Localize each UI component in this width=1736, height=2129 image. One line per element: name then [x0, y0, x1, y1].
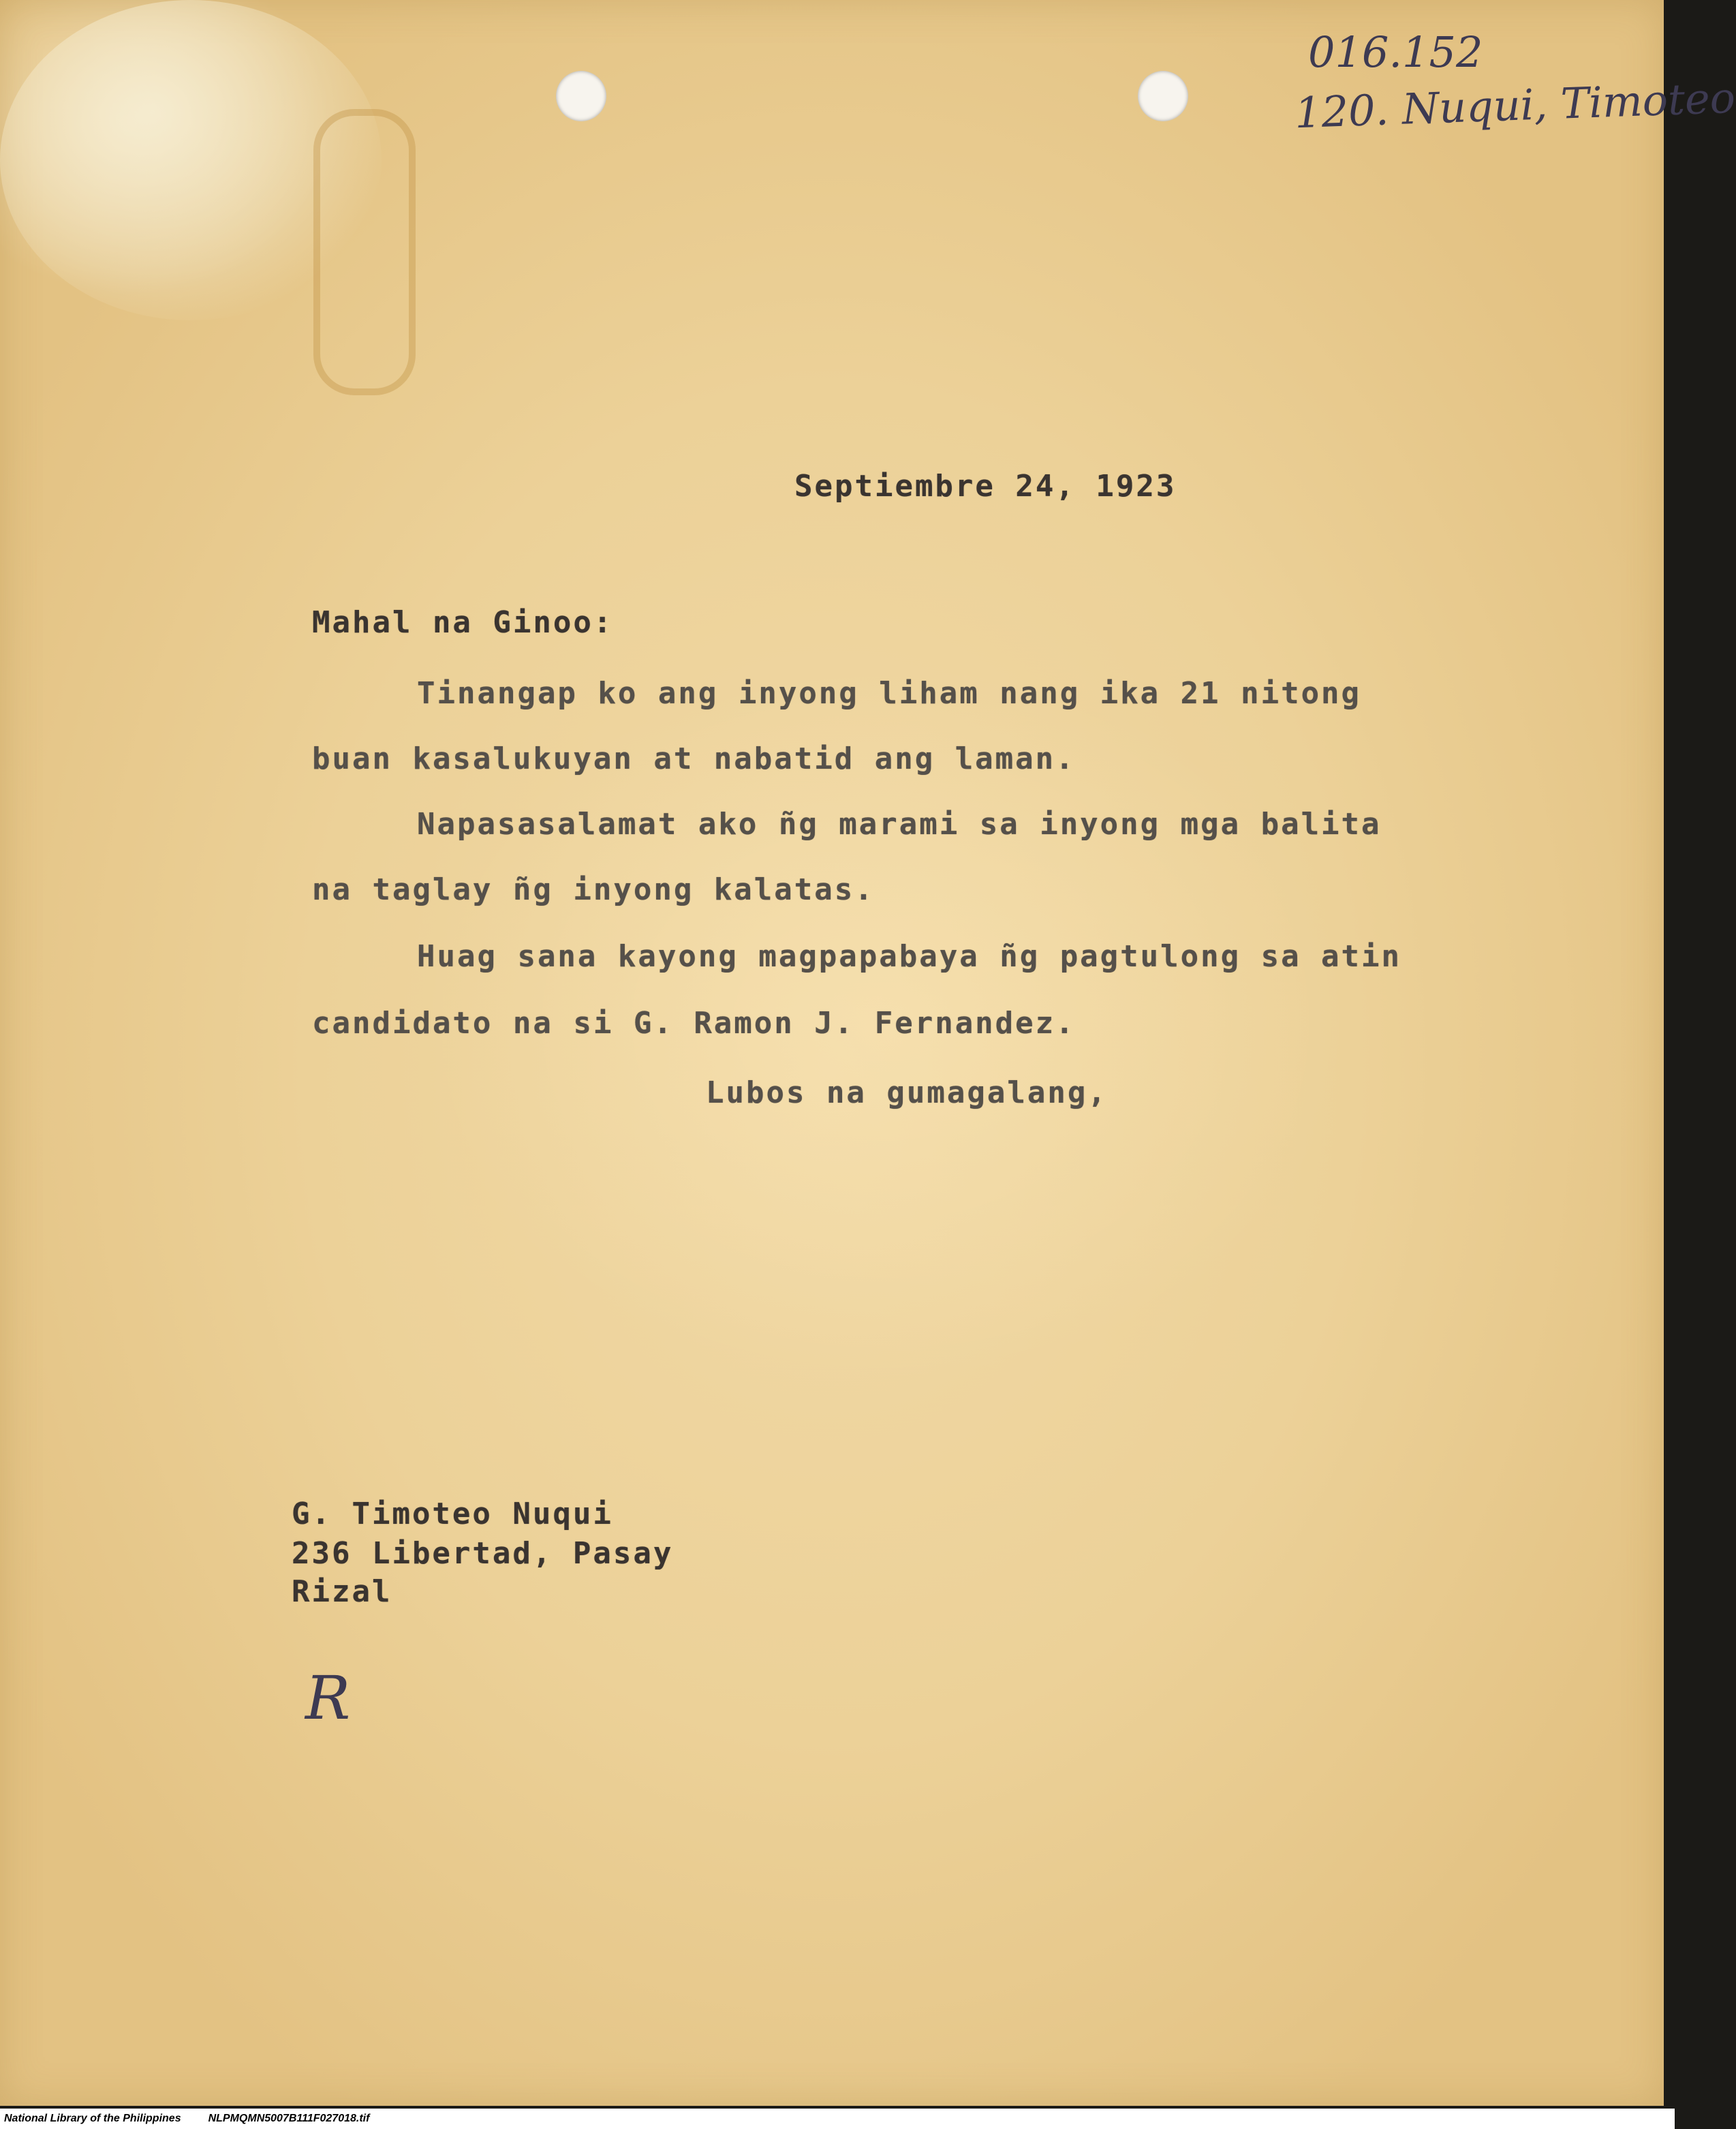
handwritten-initial: R — [305, 1663, 351, 1733]
letter-date: Septiembre 24, 1923 — [794, 469, 1177, 504]
paper-stain — [0, 0, 382, 320]
recipient-name: G. Timoteo Nuqui — [292, 1497, 613, 1531]
punch-hole-right — [1138, 71, 1188, 121]
paragraph-1-line-2: buan kasalukuyan at nabatid ang laman. — [312, 741, 1076, 776]
punch-hole-left — [556, 71, 606, 121]
paragraph-2-line-2: na taglay ñg inyong kalatas. — [312, 872, 875, 907]
recipient-street: 236 Libertad, Pasay — [292, 1536, 674, 1571]
footer-file-id: NLPMQMN5007B111F027018.tif — [208, 2113, 370, 2124]
recipient-province: Rizal — [292, 1574, 392, 1609]
paragraph-1-line-1: Tinangap ko ang inyong liham nang ika 21 nitong — [417, 676, 1362, 711]
footer-institution: National Library of the Philippines — [4, 2113, 181, 2124]
salutation: Mahal na Ginoo: — [312, 605, 614, 640]
paragraph-2-line-1: Napasasalamat ako ñg marami sa inyong mga balita — [417, 807, 1382, 842]
archive-code-note: 016.152 — [1308, 27, 1483, 77]
paragraph-3-line-1: Huag sana kayong magpapabaya ñg pagtulong sa atin — [417, 939, 1402, 974]
closing: Lubos na gumagalang, — [706, 1075, 1108, 1110]
archive-name-note: 120. Nuqui, Timoteo — [1293, 72, 1736, 138]
paragraph-3-line-2: candidato na si G. Ramon J. Fernandez. — [312, 1006, 1076, 1041]
paperclip-rust-mark — [313, 109, 416, 395]
scan-footer — [0, 2109, 1675, 2129]
